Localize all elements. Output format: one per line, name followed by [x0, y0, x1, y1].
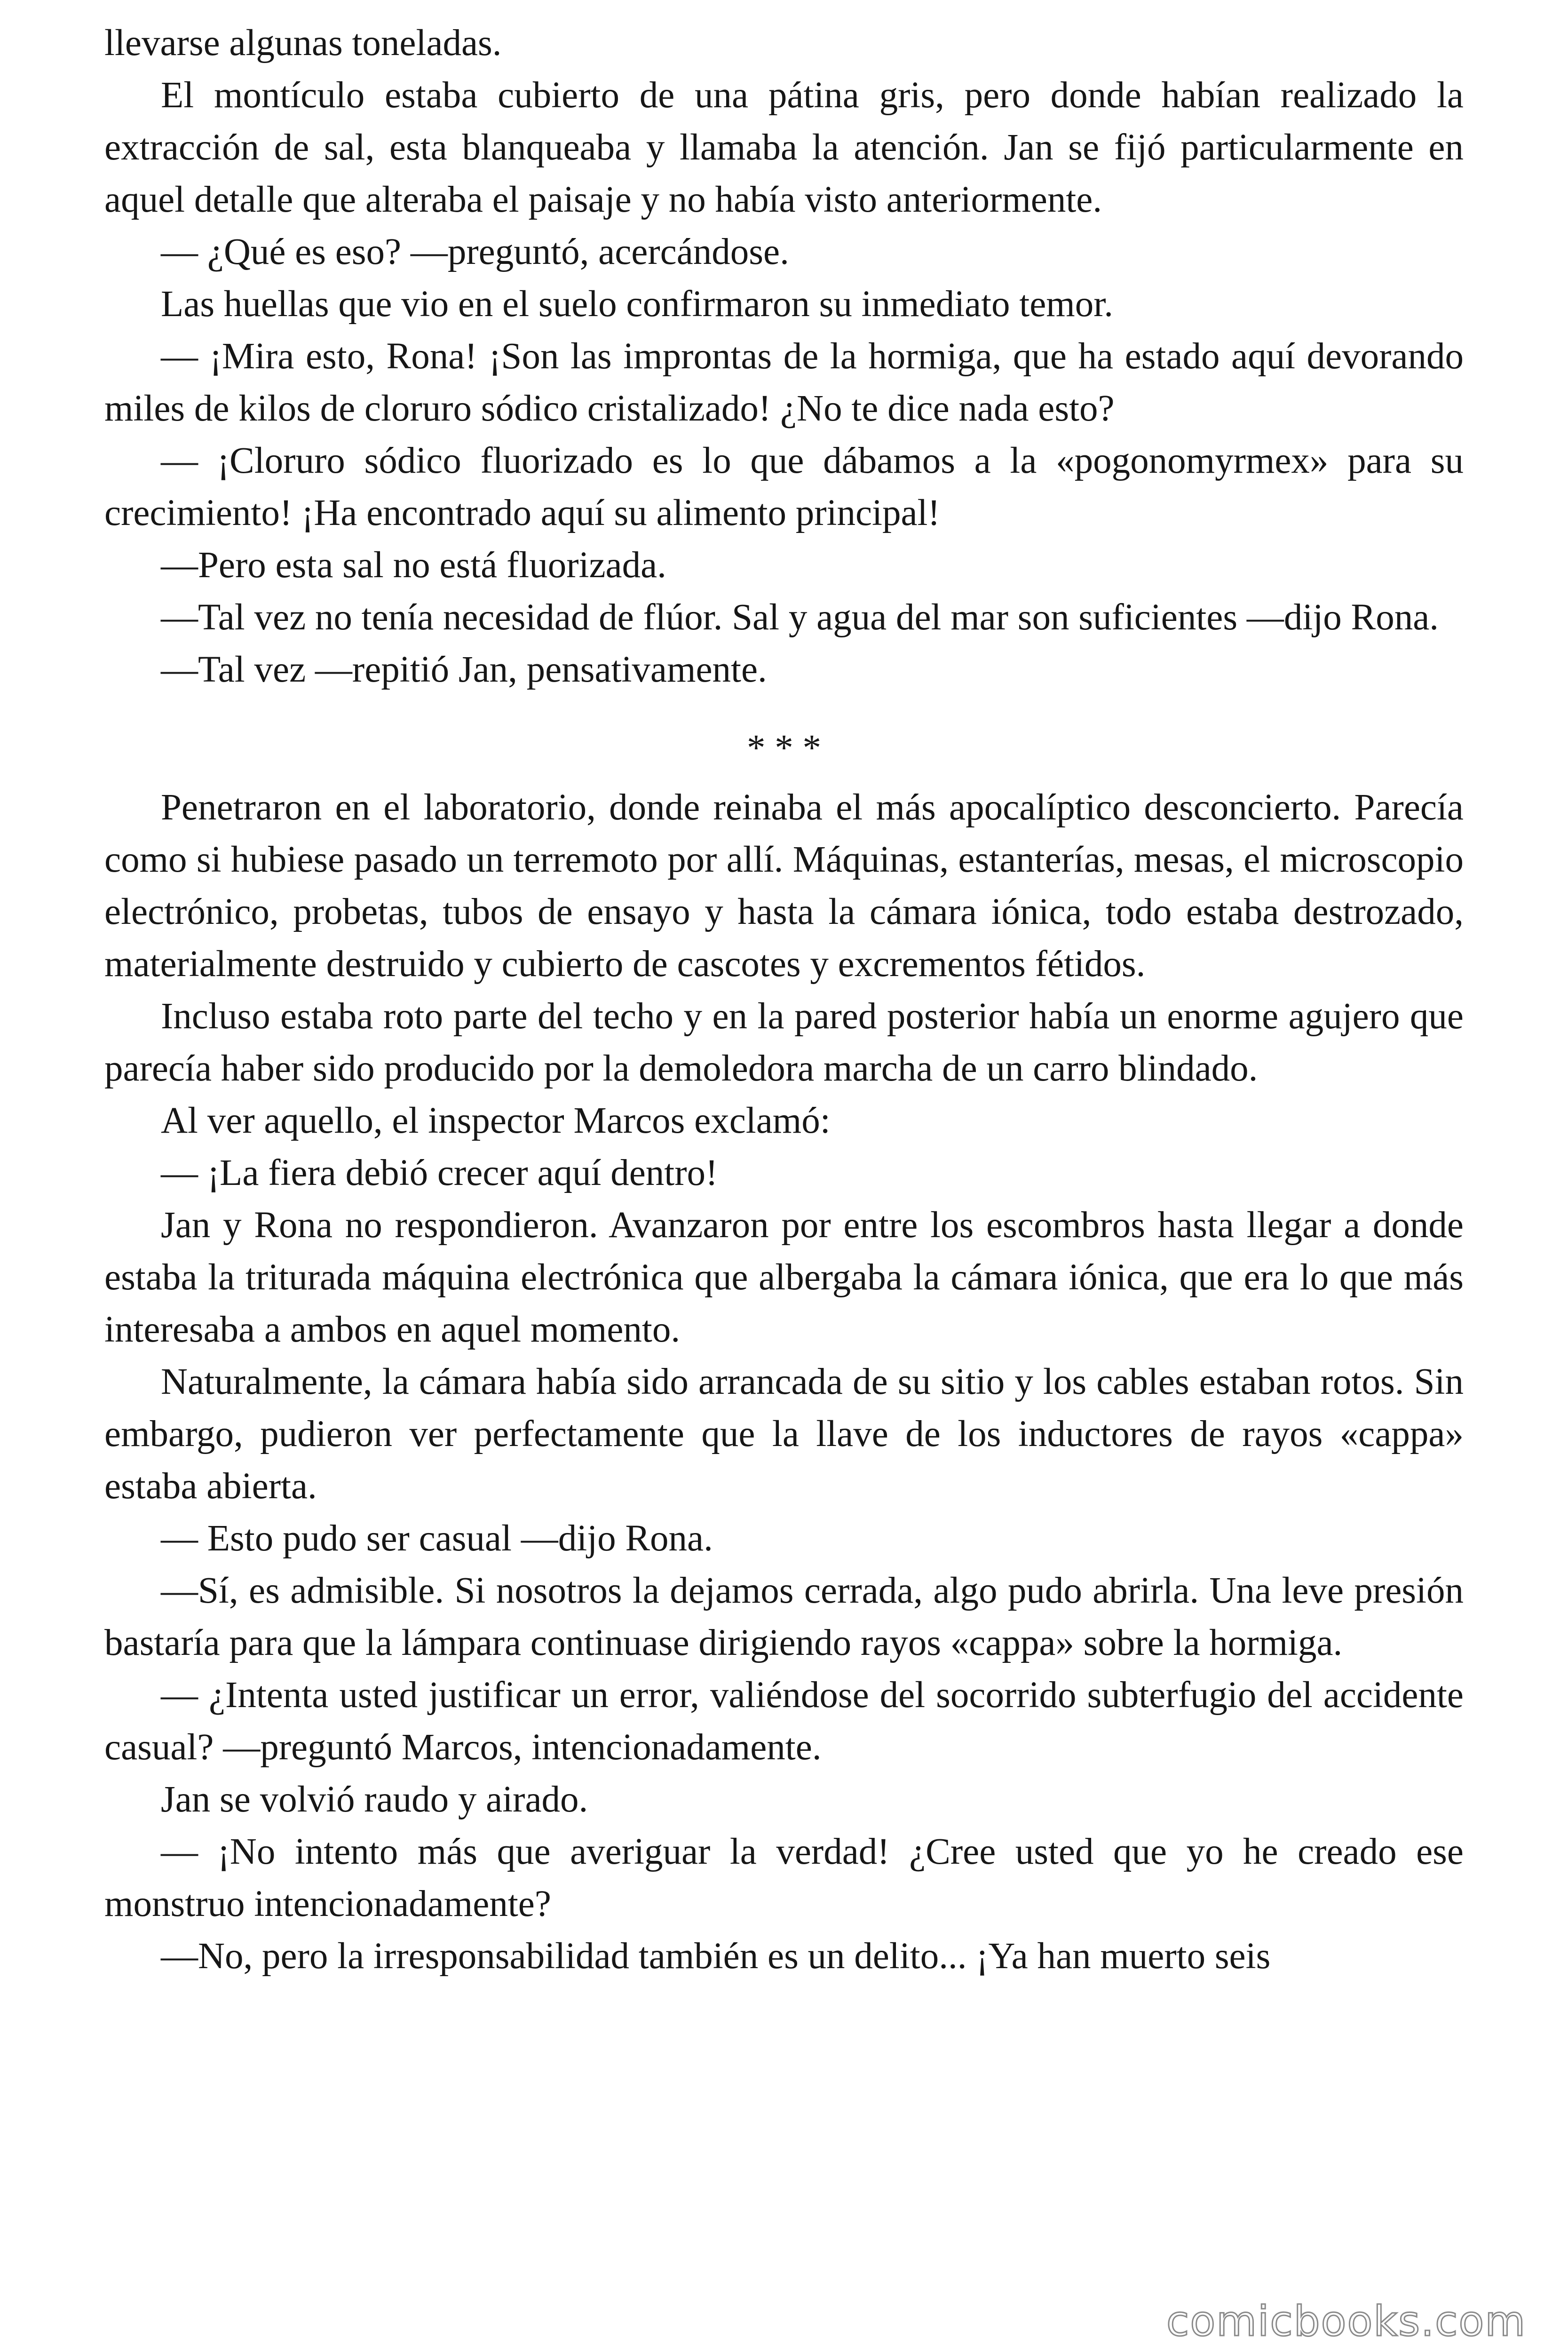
- paragraph: Jan se volvió raudo y airado.: [161, 1779, 588, 1820]
- paragraph: Incluso estaba roto parte del techo y en la pared posterior había un enorme agujero que parecía haber sido producido por la demoledora marcha de un carro blindado.: [104, 996, 1464, 1089]
- paragraph: Jan y Rona no respondieron. Avanzaron por entre los escombros hasta llegar a donde estaba la triturada máquina electrónica que albergaba la cámara iónica, que era lo que más interesaba a ambos en aquel momento.: [104, 1205, 1464, 1350]
- paragraph: —Sí, es admisible. Si nosotros la dejamos cerrada, algo pudo abrirla. Una leve presión bastaría para que la lámpara continuase dirigiendo rayos «cappa» sobre la hormiga.: [104, 1570, 1464, 1663]
- paragraph: Naturalmente, la cámara había sido arrancada de su sitio y los cables estaban rotos. Sin embargo, pudieron ver perfectamente que la llave de los inductores de rayos «cappa» estaba abierta.: [104, 1361, 1464, 1507]
- paragraph: —No, pero la irresponsabilidad también es un delito... ¡Ya han muerto seis: [161, 1936, 1271, 1977]
- section-separator: * * *: [747, 728, 821, 769]
- paragraph: Al ver aquello, el inspector Marcos exclamó:: [161, 1100, 831, 1141]
- paragraph: — ¿Qué es eso? —preguntó, acercándose.: [161, 231, 789, 272]
- watermark: comicbooks.com: [1166, 2297, 1527, 2345]
- paragraph: — ¡Cloruro sódico fluorizado es lo que dábamos a la «pogonomyrmex» para su crecimiento! ¡Ha encontrado aquí su alimento principal!: [104, 440, 1464, 533]
- paragraph: — Esto pudo ser casual —dijo Rona.: [161, 1518, 713, 1559]
- page-body: [104, 17, 1464, 1982]
- paragraph: —Tal vez —repitió Jan, pensativamente.: [161, 649, 767, 690]
- paragraph: — ¡La fiera debió crecer aquí dentro!: [161, 1152, 718, 1193]
- paragraph: Penetraron en el laboratorio, donde reinaba el más apocalíptico desconcierto. Parecía como si hubiese pasado un terremoto por allí. Máquinas, estanterías, mesas, el microscopio electrónico, probetas, tubos de ensayo y hasta la cámara iónica, todo estaba destrozado, materialmente destruido y cubierto de cascotes y excrementos fétidos.: [104, 787, 1464, 985]
- paragraph: El montículo estaba cubierto de una pátina gris, pero donde habían realizado la extracción de sal, esta blanqueaba y llamaba la atención. Jan se fijó particularmente en aquel detalle que alteraba el paisaje y no había visto anteriormente.: [104, 75, 1464, 220]
- paragraph: —Tal vez no tenía necesidad de flúor. Sal y agua del mar son suficientes —dijo Rona.: [161, 597, 1439, 638]
- paragraph: — ¡Mira esto, Rona! ¡Son las improntas de la hormiga, que ha estado aquí devorando miles de kilos de cloruro sódico cristalizado! ¿No te dice nada esto?: [104, 336, 1464, 429]
- paragraph: — ¡No intento más que averiguar la verdad! ¿Cree usted que yo he creado ese monstruo intencionadamente?: [104, 1831, 1464, 1924]
- paragraph: Las huellas que vio en el suelo confirmaron su inmediato temor.: [161, 284, 1113, 325]
- paragraph: llevarse algunas toneladas.: [104, 23, 502, 64]
- paragraph: —Pero esta sal no está fluorizada.: [161, 545, 666, 586]
- paragraph: — ¿Intenta usted justificar un error, valiéndose del socorrido subterfugio del accidente casual? —preguntó Marcos, intencionadamente.: [104, 1675, 1464, 1768]
